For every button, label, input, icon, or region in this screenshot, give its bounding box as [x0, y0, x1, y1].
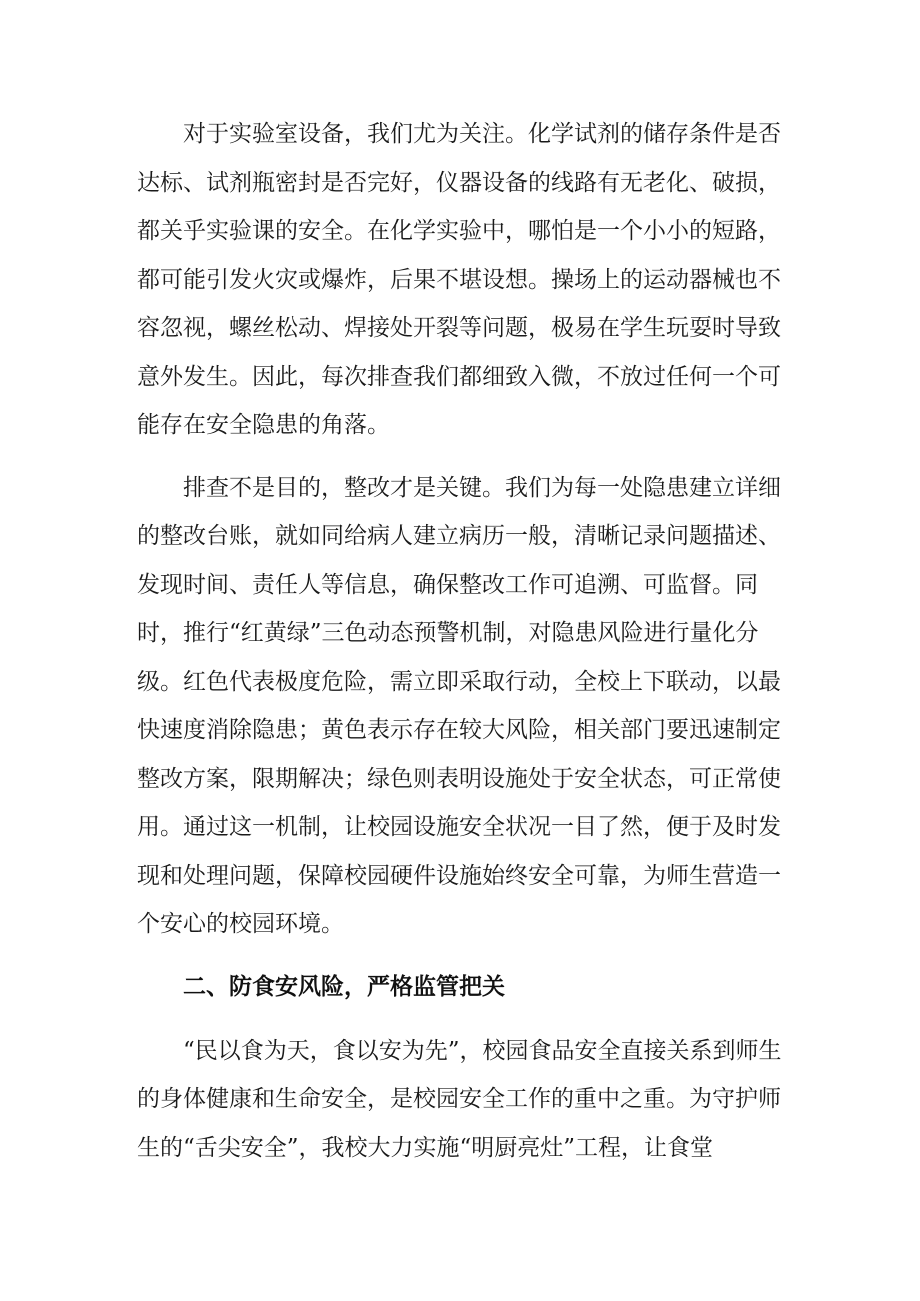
document-body — [137, 110, 787, 1172]
section-heading-food-safety: 二、防食安风险，严格监管把关 — [183, 973, 505, 1000]
paragraph-lab-equipment: 对于实验室设备，我们尤为关注。化学试剂的储存条件是否达标、试剂瓶密封是否完好，仪器设备的线路有无老化、破损，都关乎实验课的安全。在化学实验中，哪怕是一个小小的短路，都可能引发火灾或爆炸，后果不堪设想。操场上的运动器械也不容忽视，螺丝松动、焊接处开裂等问题，极易在学生玩耍时导致意外发生。因此，每次排查我们都细致入微，不放过任何一个可能存在安全隐患的角落。 — [137, 121, 781, 438]
paragraph-food-safety: “民以食为天，食以安为先”，校园食品安全直接关系到师生的身体健康和生命安全，是校园安全工作的重中之重。为守护师生的“舌尖安全”，我校大力实施“明厨亮灶”工程，让食堂 — [137, 1037, 782, 1161]
paragraph-rectification: 排查不是目的，整改才是关键。我们为每一处隐患建立详细的整改台账，就如同给病人建立病历一般，清晰记录问题描述、发现时间、责任人等信息，确保整改工作可追溯、可监督。同时，推行“红黄绿”三色动态预警机制，对隐患风险进行量化分级。红色代表极度危险，需立即采取行动，全校上下联动，以最快速度消除隐患；黄色表示存在较大风险，相关部门要迅速制定整改方案，限期解决；绿色则表明设施处于安全状态，可正常使用。通过这一机制，让校园设施安全状况一目了然，便于及时发现和处理问题，保障校园硬件设施始终安全可靠，为师生营造一个安心的校园环境。 — [137, 474, 781, 937]
